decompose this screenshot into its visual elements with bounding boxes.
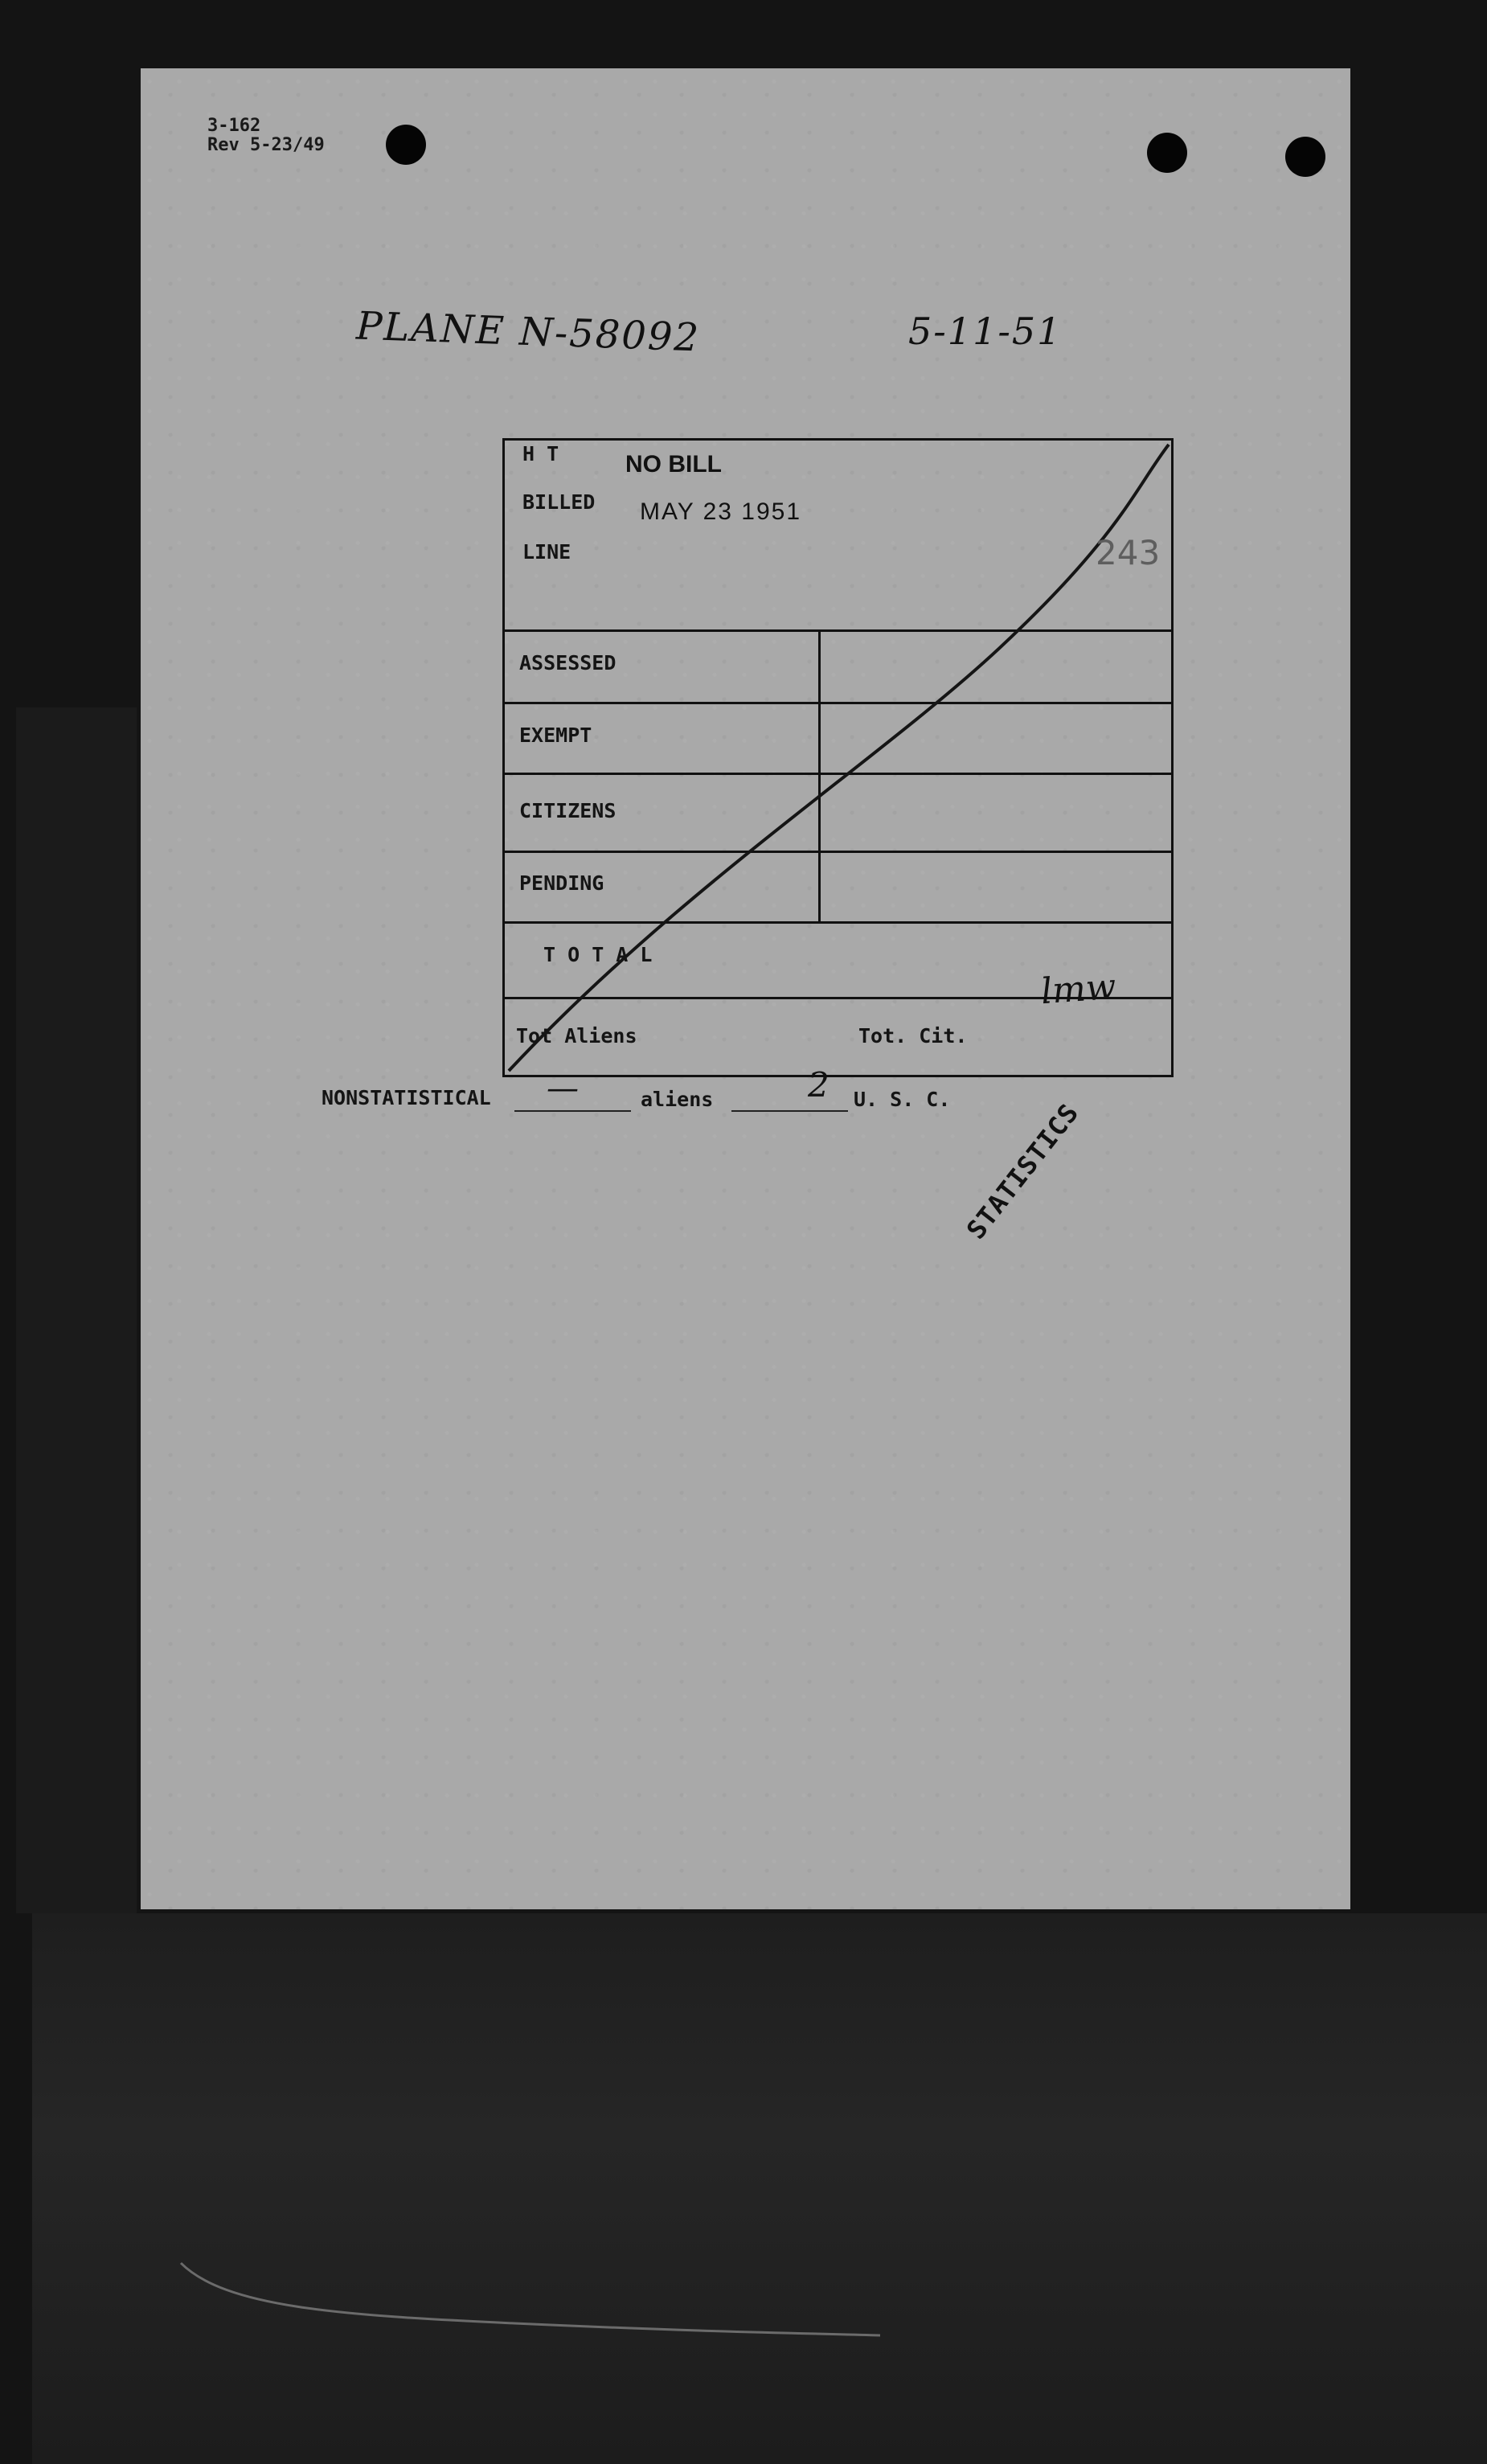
aliens-blank <box>514 1110 631 1112</box>
scan-background-bottom <box>32 1913 1487 2464</box>
punch-hole-right-1 <box>1147 133 1187 173</box>
row-label-assessed: ASSESSED <box>519 651 617 674</box>
nonstatistical-label: NONSTATISTICAL <box>322 1086 491 1109</box>
margin-number: 243 <box>1096 533 1161 572</box>
column-divider <box>818 629 821 923</box>
divider-row-4 <box>505 921 1171 924</box>
divider-row-3 <box>505 851 1171 853</box>
billed-label: BILLED <box>522 490 596 514</box>
handwritten-date: 5-11-51 <box>908 310 1063 353</box>
divider-header <box>505 629 1171 632</box>
aliens-value: — <box>547 1070 579 1107</box>
statistics-stamp: STATISTICS <box>961 1097 1085 1245</box>
initials: lmw <box>1039 966 1118 1013</box>
row-label-exempt: EXEMPT <box>519 724 592 747</box>
tot-aliens-label: Tot Aliens <box>516 1024 637 1048</box>
line-label: LINE <box>522 540 571 564</box>
tot-cit-label: Tot. Cit. <box>858 1024 968 1048</box>
scan-scratch-mark <box>177 2259 884 2339</box>
date-stamp: MAY 23 1951 <box>640 498 802 525</box>
form-code-line1: 3-162 <box>207 116 261 136</box>
ht-label: H T <box>522 442 559 465</box>
no-bill-stamp: NO BILL <box>625 451 722 478</box>
usc-blank <box>731 1110 848 1112</box>
row-label-citizens: CITIZENS <box>519 799 617 822</box>
divider-row-1 <box>505 702 1171 704</box>
usc-label: U. S. C. <box>854 1088 951 1111</box>
total-label: T O T A L <box>543 943 653 966</box>
aliens-label: aliens <box>641 1088 714 1111</box>
form-code <box>207 117 325 155</box>
usc-value: 2 <box>808 1065 830 1105</box>
punch-hole-right-2 <box>1285 137 1325 177</box>
divider-row-2 <box>505 773 1171 775</box>
plane-number: PLANE N-58092 <box>355 303 701 361</box>
form-code-line2: Rev 5-23/49 <box>207 135 325 155</box>
scan-background-left <box>16 707 137 1913</box>
punch-hole-left <box>386 125 426 165</box>
document-page <box>141 68 1350 1909</box>
row-label-pending: PENDING <box>519 871 604 895</box>
